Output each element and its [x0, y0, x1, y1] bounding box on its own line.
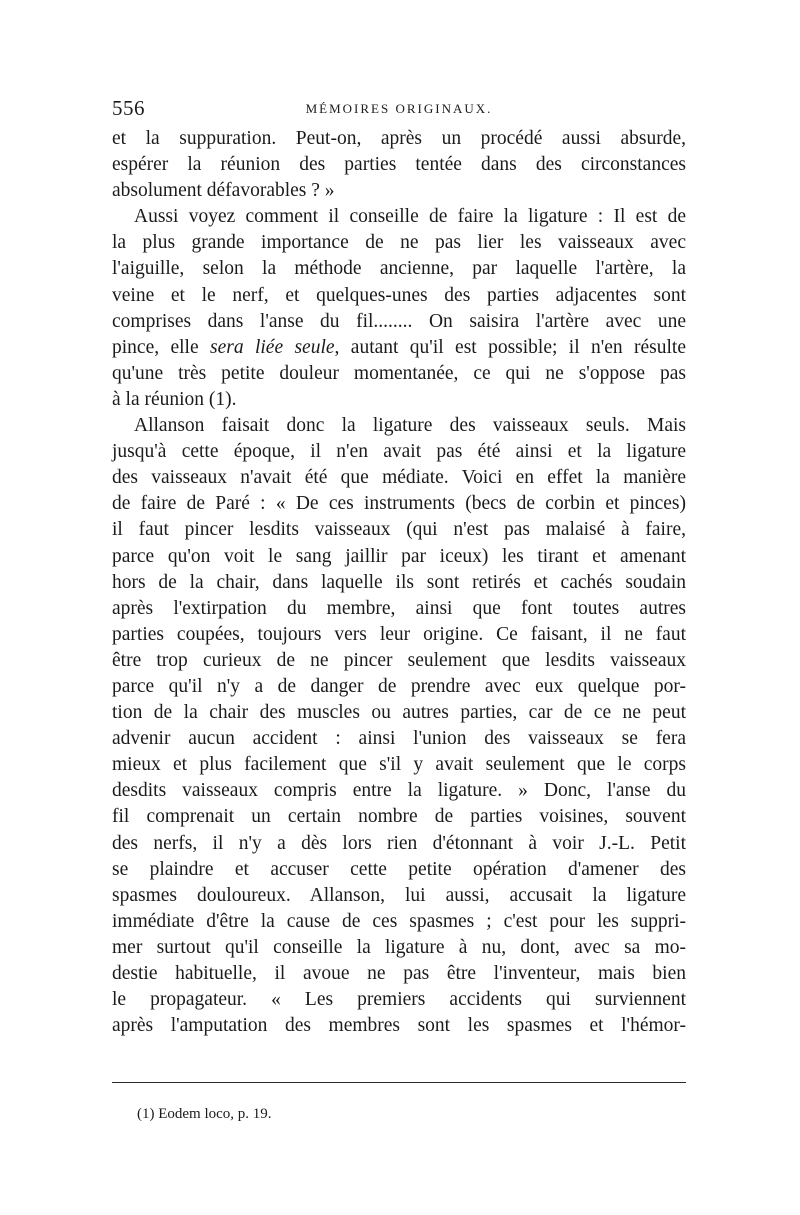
text-line: tion de la chair des muscles ou autres parties, car de ce ne peut: [112, 702, 686, 724]
text-line: se plaindre et accuser cette petite opération d'amener des: [112, 858, 686, 880]
text-line: la plus grande importance de ne pas lier les vaisseaux avec: [112, 232, 686, 254]
text-line: il faut pincer lesdits vaisseaux (qui n'est pas malaisé à faire,: [112, 519, 686, 541]
text-line: espérer la réunion des parties tentée dans des circonstances: [112, 154, 686, 176]
text-line: le propagateur. « Les premiers accidents qui surviennent: [112, 989, 686, 1011]
text-line: mer surtout qu'il conseille la ligature à nu, dont, avec sa mo-: [112, 936, 686, 958]
text-line: parce qu'il n'y a de danger de prendre avec eux quelque por-: [112, 675, 686, 697]
text-line: absolument défavorables ? »: [112, 180, 335, 202]
text-line: pince, elle sera liée seule, autant qu'il est possible; il n'en résulte: [112, 336, 686, 358]
running-head: MÉMOIRES ORIGINAUX.: [305, 101, 493, 116]
text-line: immédiate d'être la cause de ces spasmes ; c'est pour les suppri-: [112, 910, 686, 932]
page-number: 556: [112, 96, 145, 120]
text-line: destie habituelle, il avoue ne pas être l'inventeur, mais bien: [112, 963, 686, 984]
text-line: parce qu'on voit le sang jaillir par iceux) les tirant et amenant: [112, 545, 686, 567]
text-line: à la réunion (1).: [112, 388, 237, 410]
footnote: (1) Eodem loco, p. 19.: [137, 1106, 272, 1122]
text-line: hors de la chair, dans laquelle ils sont retirés et cachés soudain: [112, 571, 686, 593]
text-line: desdits vaisseaux compris entre la ligature. » Donc, l'anse du: [112, 780, 686, 802]
page-header: [112, 96, 686, 124]
text-line: après l'amputation des membres sont les spasmes et l'hémor-: [112, 1015, 686, 1037]
text-line: après l'extirpation du membre, ainsi que font toutes autres: [112, 597, 686, 619]
text-line: veine et le nerf, et quelques-unes des parties adjacentes sont: [112, 284, 686, 306]
text-line: comprises dans l'anse du fil........ On saisira l'artère avec une: [112, 310, 686, 332]
text-line: fil comprenait un certain nombre de parties voisines, souvent: [112, 806, 686, 828]
text-line: Allanson faisait donc la ligature des vaisseaux seuls. Mais: [134, 415, 686, 437]
italic-emphasis: sera liée seule: [210, 336, 335, 358]
text-line: être trop curieux de ne pincer seulement que lesdits vaisseaux: [112, 649, 686, 671]
footnote-rule: [112, 1082, 686, 1083]
text-line: jusqu'à cette époque, il n'en avait pas été ainsi et la ligature: [112, 441, 686, 463]
text-line: et la suppuration. Peut-on, après un procédé aussi absurde,: [112, 128, 686, 149]
text-line: de faire de Paré : « De ces instruments (becs de corbin et pinces): [112, 493, 686, 515]
text-line: mieux et plus facilement que s'il y avait seulement que le corps: [112, 754, 686, 776]
text-line: l'aiguille, selon la méthode ancienne, par laquelle l'artère, la: [112, 258, 686, 280]
text-line: parties coupées, toujours vers leur origine. Ce faisant, il ne faut: [112, 623, 686, 645]
text-line: des vaisseaux n'avait été que médiate. Voici en effet la manière: [112, 467, 686, 489]
text-line: Aussi voyez comment il conseille de faire la ligature : Il est de: [134, 206, 686, 228]
text-line: qu'une très petite douleur momentanée, ce qui ne s'oppose pas: [112, 362, 686, 384]
text-line: advenir aucun accident : ainsi l'union des vaisseaux se fera: [112, 728, 686, 750]
text-line: des nerfs, il n'y a dès lors rien d'étonnant à voir J.-L. Petit: [112, 832, 686, 854]
body-text: [112, 126, 686, 1039]
text-line: spasmes douloureux. Allanson, lui aussi, accusait la ligature: [112, 884, 686, 906]
